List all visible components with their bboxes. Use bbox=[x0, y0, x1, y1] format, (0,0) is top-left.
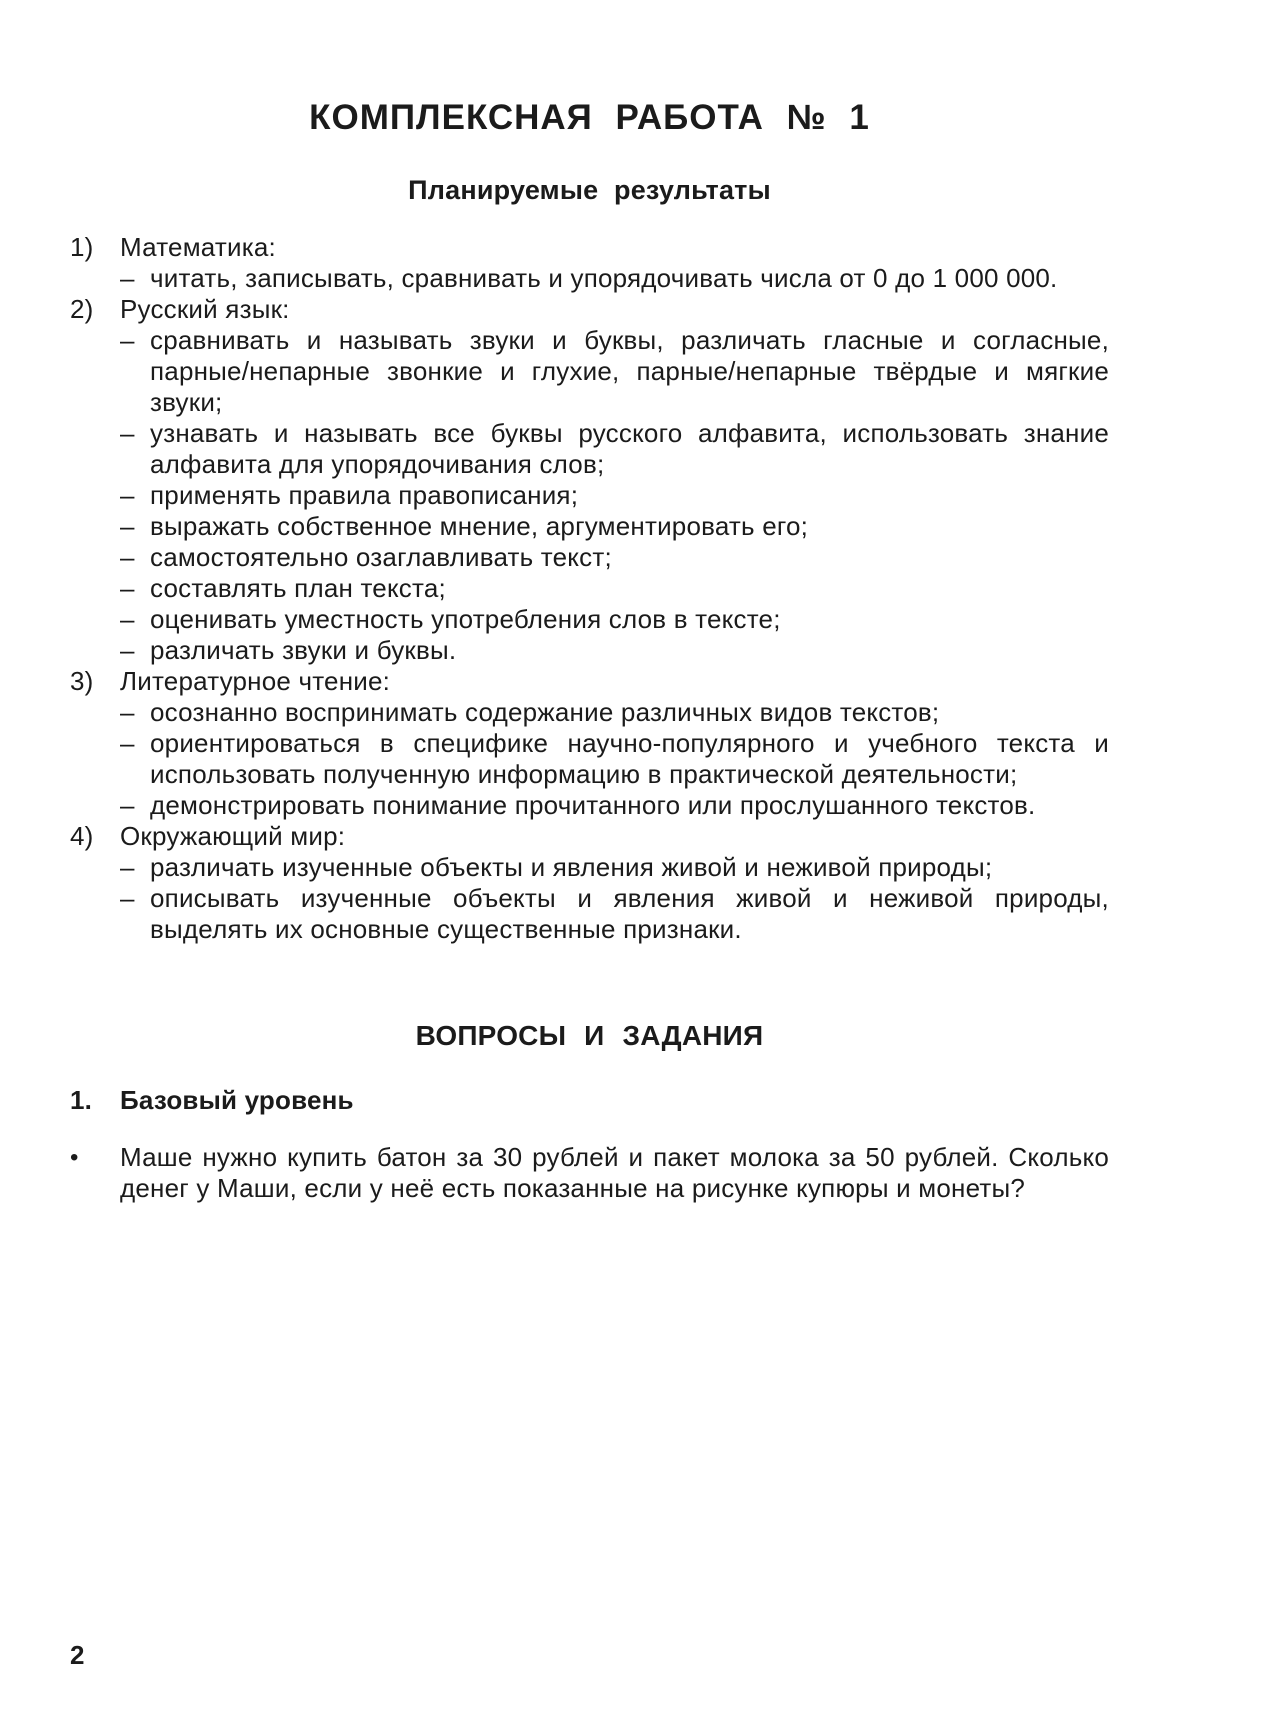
sub-item-text: узнавать и называть все буквы русского алфавита, использовать знание алфавита для упорядочивания слов; bbox=[150, 418, 1109, 479]
sub-item bbox=[120, 263, 1109, 294]
sub-item bbox=[120, 790, 1109, 821]
dash-marker: – bbox=[120, 511, 135, 541]
sub-item-text: осознанно воспринимать содержание различных видов текстов; bbox=[150, 697, 940, 727]
sub-item-text: демонстрировать понимание прочитанного или прослушанного текстов. bbox=[150, 790, 1036, 820]
sub-item-text: сравнивать и называть звуки и буквы, различать гласные и согласные, парные/непарные звонкие и глухие, парные/непарные твёрдые и мягкие звуки; bbox=[150, 325, 1109, 417]
sub-item bbox=[120, 697, 1109, 728]
level-number: 1. bbox=[70, 1085, 93, 1115]
section-number: 2) bbox=[70, 294, 94, 324]
section-mathematics bbox=[70, 232, 1109, 294]
dash-marker: – bbox=[120, 542, 135, 572]
section-literary-reading bbox=[70, 666, 1109, 821]
task-item bbox=[70, 1142, 1109, 1204]
section-head bbox=[70, 821, 1109, 852]
sub-item bbox=[120, 480, 1109, 511]
dash-marker: – bbox=[120, 573, 135, 603]
sub-item-text: составлять план текста; bbox=[150, 573, 446, 603]
dash-marker: – bbox=[120, 604, 135, 634]
page-title: КОМПЛЕКСНАЯ РАБОТА № 1 bbox=[309, 98, 870, 137]
sub-item bbox=[120, 573, 1109, 604]
dash-marker: – bbox=[120, 728, 135, 758]
task-text: Маше нужно купить батон за 30 рублей и пакет молока за 50 рублей. Сколько денег у Маши, если у неё есть показанные на рисунке купюры и монеты? bbox=[120, 1142, 1109, 1203]
page-number: 2 bbox=[70, 1640, 85, 1670]
sub-item-text: описывать изученные объекты и явления живой и неживой природы, выделять их основные существенные признаки. bbox=[150, 883, 1109, 944]
dash-marker: – bbox=[120, 790, 135, 820]
section-subitems bbox=[120, 852, 1109, 945]
section-label: Литературное чтение: bbox=[120, 666, 391, 696]
section-number: 1) bbox=[70, 232, 94, 262]
section-surrounding-world bbox=[70, 821, 1109, 945]
sub-item bbox=[120, 542, 1109, 573]
dash-marker: – bbox=[120, 325, 135, 355]
dash-marker: – bbox=[120, 263, 135, 293]
sub-item bbox=[120, 728, 1109, 790]
section-label: Русский язык: bbox=[120, 294, 290, 324]
section-subitems bbox=[120, 325, 1109, 666]
sub-item bbox=[120, 325, 1109, 418]
basic-level-heading bbox=[70, 1085, 1109, 1116]
dash-marker: – bbox=[120, 852, 135, 882]
section-label: Окружающий мир: bbox=[120, 821, 346, 851]
sub-item bbox=[120, 883, 1109, 945]
sub-item bbox=[120, 852, 1109, 883]
dash-marker: – bbox=[120, 883, 135, 913]
level-label: Базовый уровень bbox=[120, 1085, 354, 1115]
section-subitems bbox=[120, 263, 1109, 294]
sub-item-text: ориентироваться в специфике научно-популярного и учебного текста и использовать полученную информацию в практической деятельности; bbox=[150, 728, 1109, 789]
sub-item-text: читать, записывать, сравнивать и упорядочивать числа от 0 до 1 000 000. bbox=[150, 263, 1058, 293]
sub-item bbox=[120, 511, 1109, 542]
sub-item-text: самостоятельно озаглавливать текст; bbox=[150, 542, 612, 572]
sub-item bbox=[120, 604, 1109, 635]
dash-marker: – bbox=[120, 418, 135, 448]
dash-marker: – bbox=[120, 635, 135, 665]
section-number: 4) bbox=[70, 821, 94, 851]
planned-results-heading: Планируемые результаты bbox=[408, 175, 771, 205]
bullet-marker: • bbox=[70, 1144, 79, 1171]
dash-marker: – bbox=[120, 697, 135, 727]
sub-item-text: выражать собственное мнение, аргументировать его; bbox=[150, 511, 809, 541]
sub-item bbox=[120, 635, 1109, 666]
sub-item-text: применять правила правописания; bbox=[150, 480, 579, 510]
section-subitems bbox=[120, 697, 1109, 821]
questions-and-tasks-heading: ВОПРОСЫ И ЗАДАНИЯ bbox=[415, 1020, 764, 1051]
section-head bbox=[70, 232, 1109, 263]
section-russian-language bbox=[70, 294, 1109, 666]
section-head bbox=[70, 666, 1109, 697]
section-number: 3) bbox=[70, 666, 94, 696]
section-head bbox=[70, 294, 1109, 325]
dash-marker: – bbox=[120, 480, 135, 510]
sub-item bbox=[120, 418, 1109, 480]
sub-item-text: различать звуки и буквы. bbox=[150, 635, 457, 665]
sub-item-text: оценивать уместность употребления слов в тексте; bbox=[150, 604, 781, 634]
sub-item-text: различать изученные объекты и явления живой и неживой природы; bbox=[150, 852, 993, 882]
section-label: Математика: bbox=[120, 232, 276, 262]
